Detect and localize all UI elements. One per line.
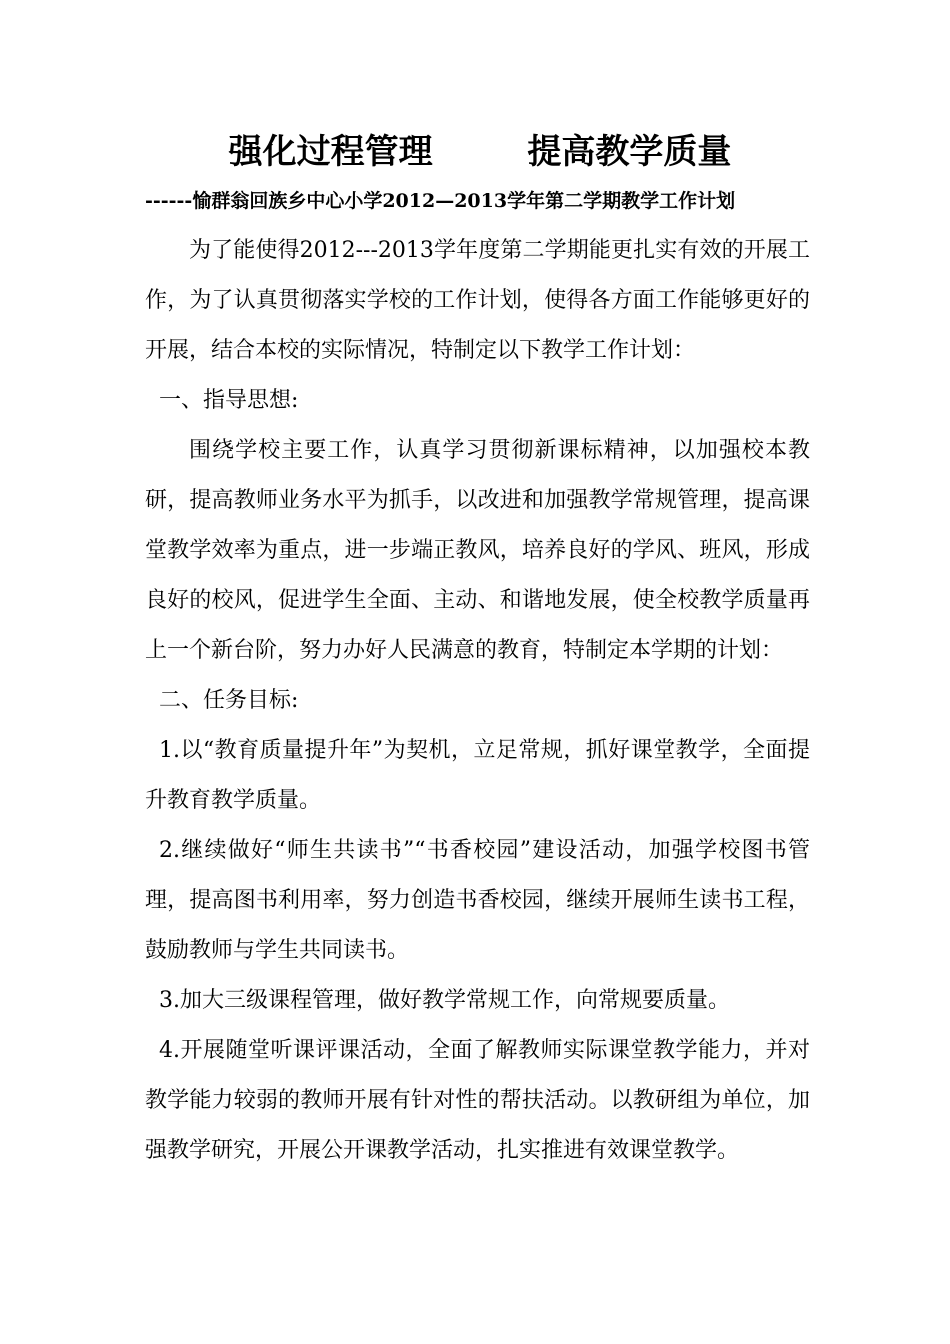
guiding-ideology-paragraph: 围绕学校主要工作，认真学习贯彻新课标精神，以加强校本教研，提高教师业务水平为抓手，以改进和加强教学常规管理，提高课堂教学效率为重点，进一步端正教风，培养良好的学风、班风，形成良好的校风，促进学生全面、主动、和谐地发展，使全校教学质量再上一个新台阶，努力办好人民满意的教育，特制定本学期的计划：	[145, 438, 810, 663]
task-goal-item-2: 2.继续做好“师生共读书”“书香校园”建设活动，加强学校图书管理，提高图书利用率，努力创造书香校园，继续开展师生读书工程，鼓励教师与学生共同读书。	[145, 838, 810, 963]
task-goal-item-3: 3.加大三级课程管理，做好教学常规工作，向常规要质量。	[159, 988, 730, 1013]
task-goal-item-1: 1.以“教育质量提升年”为契机，立足常规，抓好课堂教学，全面提升教育教学质量。	[145, 738, 810, 813]
task-goal-item-4: 4.开展随堂听课评课活动，全面了解教师实际课堂教学能力，并对教学能力较弱的教师开展有针对性的帮扶活动。以教研组为单位，加强教学研究，开展公开课教学活动，扎实推进有效课堂教学。	[145, 1038, 810, 1163]
intro-paragraph: 为了能使得2012---2013学年度第二学期能更扎实有效的开展工作，为了认真贯彻落实学校的工作计划，使得各方面工作能够更好的开展，结合本校的实际情况，特制定以下教学工作计划：	[145, 238, 810, 363]
section-heading-task-goals: 二、任务目标:	[159, 688, 299, 713]
document-body	[145, 226, 810, 1176]
document-title: 强化过程管理 提高教学质量	[228, 132, 732, 172]
document-subtitle: ------愉群翁回族乡中心小学2012—2013学年第二学期教学工作计划	[145, 190, 736, 212]
section-heading-guiding-ideology: 一、指导思想:	[159, 388, 299, 413]
